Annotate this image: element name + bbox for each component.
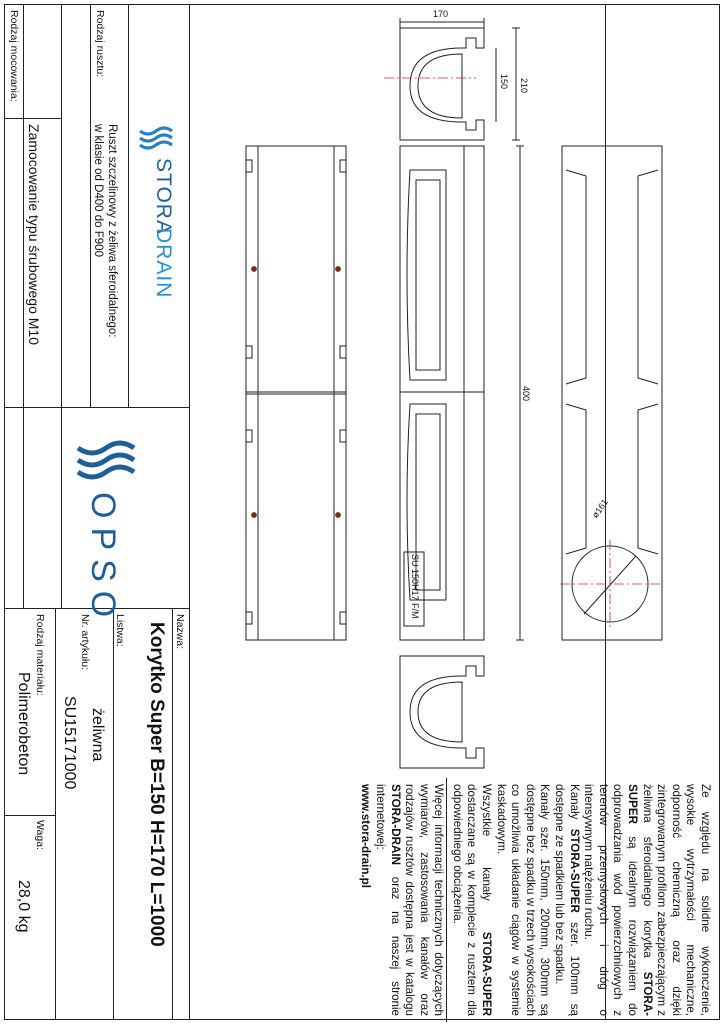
bottom-view-right bbox=[562, 146, 662, 640]
side-view-left bbox=[246, 146, 346, 640]
rodzaj-materialu-value: Polimerobeton bbox=[15, 672, 32, 776]
dim-text-210: 210 bbox=[519, 78, 529, 94]
dim-text-400: 400 bbox=[521, 386, 531, 402]
model-tag: SU 150H17 F/M bbox=[410, 554, 420, 619]
dim-text-phi: ø161 bbox=[590, 497, 610, 520]
rodzaj-rusztu-label: Rodzaj rusztu: bbox=[94, 10, 106, 78]
rodzaj-rusztu-value-line1: Ruszt szczelinowy z żeliwa sferoidalnego: bbox=[106, 124, 118, 338]
waga-label: Waga: bbox=[34, 820, 46, 850]
desc-para-2: Kanały STORA-SUPER szer. 100mm są dostępne ze spadkiem lub bez spadku. bbox=[553, 784, 581, 1016]
nazwa-value: Korytko Super B=150 H=170 L=1000 bbox=[146, 622, 167, 947]
cross-section-top bbox=[400, 28, 484, 140]
listwa-value: żeliwna bbox=[89, 708, 106, 762]
rodzaj-mocowania-label: Rodzaj mocowania: bbox=[8, 10, 20, 102]
nr-artykulu-value: SU15171000 bbox=[61, 696, 78, 790]
dim-text-170: 170 bbox=[433, 9, 449, 19]
nr-artykulu-label: Nr. artykułu: bbox=[79, 614, 91, 671]
nazwa-label: Nazwa: bbox=[174, 614, 186, 650]
desc-para-4: Wszystkie kanały STORA-SUPER dostarczane są w komplecie z rusztem dla odpowiedniego obciążenia. bbox=[450, 784, 494, 1016]
website-text: www.stora-drain.pl bbox=[359, 784, 373, 888]
desc-para-5: Więcej informacji technicznych dotyczących wymiarów, zastosowania kanałów oraz rodzajów rusztów dostępna jest w katalogu STORA-DRAIN oraz na naszej stronie internetowej: bbox=[373, 784, 446, 1016]
logo-drain-word-visible: DRAIN bbox=[152, 228, 175, 299]
rodzaj-rusztu-value-line2: w klasie od D400 do F900 bbox=[92, 124, 104, 257]
rodzaj-materialu-label: Rodzaj materiału: bbox=[34, 614, 46, 696]
listwa-label: Listwa: bbox=[114, 614, 126, 647]
cross-section-bottom bbox=[400, 656, 484, 768]
waga-value: 28,0 kg bbox=[15, 880, 32, 933]
logo-opso-word: OPSO bbox=[84, 492, 122, 627]
desc-para-3: Kanały szer. 150mm, 200mm, 300mm są dostępne bez spadku w trzech wysokościach co umożliwia układanie ciągów w systemie kaskadowym. bbox=[494, 784, 552, 1016]
dim-text-150: 150 bbox=[499, 74, 509, 90]
logo-stora-word: STORA bbox=[152, 158, 175, 235]
rodzaj-mocowania-value: Zamocowanie typu śrubowego M10 bbox=[26, 124, 42, 346]
desc-para-1: Ze względu na solidne wykonczenie, wysokie wytrzymałości mechaniczne, odporność chemiczną oraz dzięki zintegrowanym profilom zabezpieczającym z żeliwna sferoidalnego korytka STORA-SUPER są idealnym rozwiązaniem do odprowadzania wód powierzchniowych z terenów przemysłowych i dróg o intensywnym natężeniu ruchu. bbox=[582, 784, 712, 1016]
